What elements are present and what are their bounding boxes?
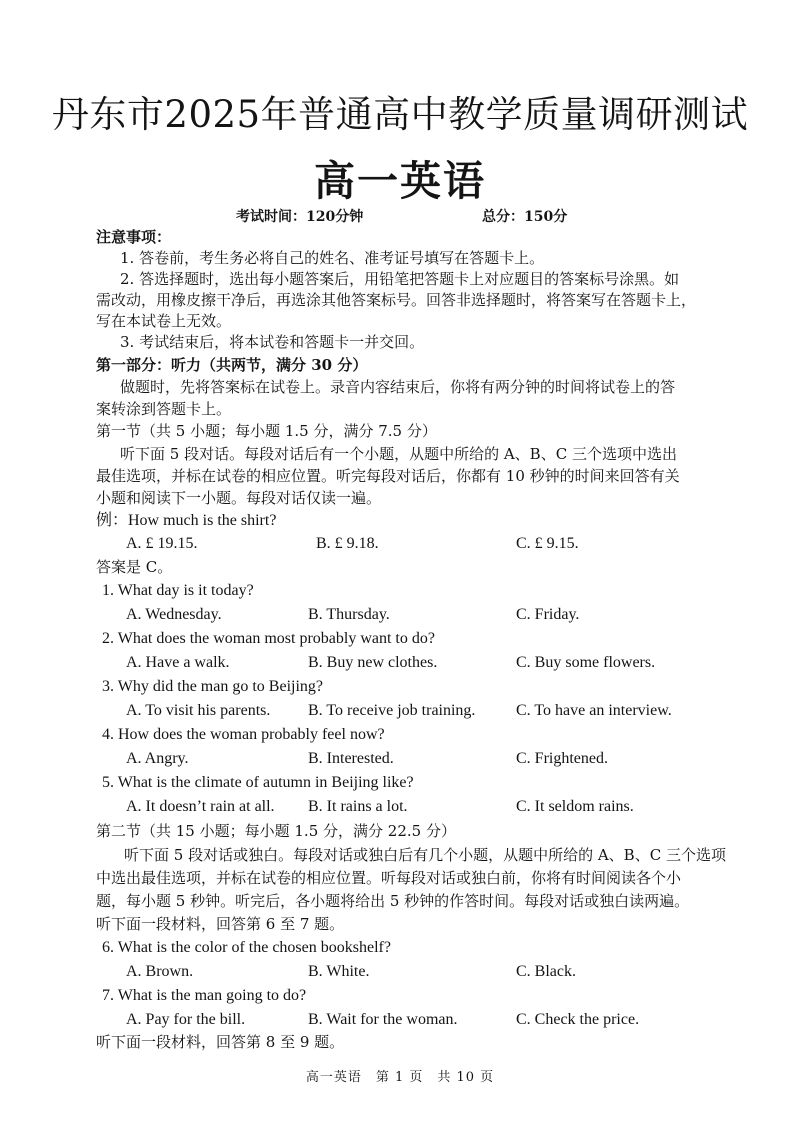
question-4: 4. How does the woman probably feel now? xyxy=(102,726,385,743)
question-6-option-a: A. Brown. xyxy=(126,963,194,980)
question-2-option-a: A. Have a walk. xyxy=(126,654,230,671)
question-1-option-b: B. Thursday. xyxy=(308,606,390,623)
question-7-option-a: A. Pay for the bill. xyxy=(126,1011,246,1028)
listen-instruction-8-9: 听下面一段材料，回答第 8 至 9 题。 xyxy=(96,1033,345,1051)
part1-intro: 做题时，先将答案标在试卷上。录音内容结束后，你将有两分钟的时间将试卷上的答 xyxy=(120,378,676,396)
section1-heading: 第一节（共 5 小题；每小题 1.5 分，满分 7.5 分） xyxy=(96,422,437,440)
section2-heading: 第二节（共 15 小题；每小题 1.5 分，满分 22.5 分） xyxy=(96,822,456,840)
total-score: 总分：150分 xyxy=(482,209,568,225)
notice-item-2-cont: 需改动，用橡皮擦干净后，再选涂其他答案标号。回答非选择题时，将答案写在答题卡上， xyxy=(96,291,697,309)
example-option-a: A. £ 19.15. xyxy=(126,535,198,552)
section2-intro: 听下面 5 段对话或独白。每段对话或独白后有几个小题，从题中所给的 A、B、C 三个选项 xyxy=(124,846,726,864)
subject-title: 高一英语 xyxy=(314,157,486,205)
question-1-option-c: C. Friday. xyxy=(516,606,580,623)
part1-intro-cont: 案转涂到答题卡上。 xyxy=(96,400,232,418)
example-option-b: B. £ 9.18. xyxy=(316,535,379,552)
listen-instruction-6-7: 听下面一段材料，回答第 6 至 7 题。 xyxy=(96,915,345,933)
part1-heading: 第一部分：听力（共两节，满分 30 分） xyxy=(96,356,368,374)
example-answer: 答案是 C。 xyxy=(96,558,173,576)
question-3-option-c: C. To have an interview. xyxy=(516,702,672,719)
question-3-option-b: B. To receive job training. xyxy=(308,702,476,719)
question-7: 7. What is the man going to do? xyxy=(102,987,307,1004)
section1-intro-cont: 小题和阅读下一小题。每段对话仅读一遍。 xyxy=(96,489,382,507)
exam-title: 丹东市2025年普通高中教学质量调研测试 xyxy=(51,93,749,136)
question-4-option-c: C. Frightened. xyxy=(516,750,608,767)
question-5-option-a: A. It doesn’t rain at all. xyxy=(126,798,275,815)
example-question: 例：How much is the shirt? xyxy=(96,512,277,529)
section1-intro: 听下面 5 段对话。每段对话后有一个小题，从题中所给的 A、B、C 三个选项中选出 xyxy=(120,445,677,463)
question-7-option-c: C. Check the price. xyxy=(516,1011,640,1028)
question-2-option-b: B. Buy new clothes. xyxy=(308,654,438,671)
question-6-option-c: C. Black. xyxy=(516,963,576,980)
notice-item-2-cont: 写在本试卷上无效。 xyxy=(96,312,232,330)
example-option-c: C. £ 9.15. xyxy=(516,535,579,552)
section1-intro-cont: 最佳选项，并标在试卷的相应位置。听完每段对话后，你都有 10 秒钟的时间来回答有关 xyxy=(96,467,680,485)
exam-time: 考试时间：120分钟 xyxy=(236,209,364,225)
question-5: 5. What is the climate of autumn in Beijing like? xyxy=(102,774,414,791)
notice-item-3: 3. 考试结束后，将本试卷和答题卡一并交回。 xyxy=(120,333,425,351)
page-footer: 高一英语 第 1 页 共 10 页 xyxy=(305,1070,495,1085)
question-1-option-a: A. Wednesday. xyxy=(126,606,222,623)
question-6-option-b: B. White. xyxy=(308,963,370,980)
question-3: 3. Why did the man go to Beijing? xyxy=(102,678,324,695)
question-5-option-b: B. It rains a lot. xyxy=(308,798,408,815)
question-1: 1. What day is it today? xyxy=(102,582,254,599)
notice-item-2: 2. 答选择题时，选出每小题答案后，用铅笔把答题卡上对应题目的答案标号涂黑。如 xyxy=(120,270,680,288)
question-2-option-c: C. Buy some flowers. xyxy=(516,654,656,671)
section2-intro-cont: 题，每小题 5 秒钟。听完后，各小题将给出 5 秒钟的作答时间。每段对话或独白读两遍。 xyxy=(96,892,690,910)
question-5-option-c: C. It seldom rains. xyxy=(516,798,634,815)
question-4-option-b: B. Interested. xyxy=(308,750,394,767)
notice-item-1: 1. 答卷前，考生务必将自己的姓名、准考证号填写在答题卡上。 xyxy=(120,249,545,267)
question-3-option-a: A. To visit his parents. xyxy=(126,702,271,719)
question-7-option-b: B. Wait for the woman. xyxy=(308,1011,458,1028)
question-6: 6. What is the color of the chosen bookshelf? xyxy=(102,939,391,956)
notice-heading: 注意事项： xyxy=(96,228,172,246)
question-2: 2. What does the woman most probably want to do? xyxy=(102,630,435,647)
question-4-option-a: A. Angry. xyxy=(126,750,189,767)
section2-intro-cont: 中选出最佳选项，并标在试卷的相应位置。听每段对话或独白前，你将有时间阅读各个小 xyxy=(96,869,682,887)
